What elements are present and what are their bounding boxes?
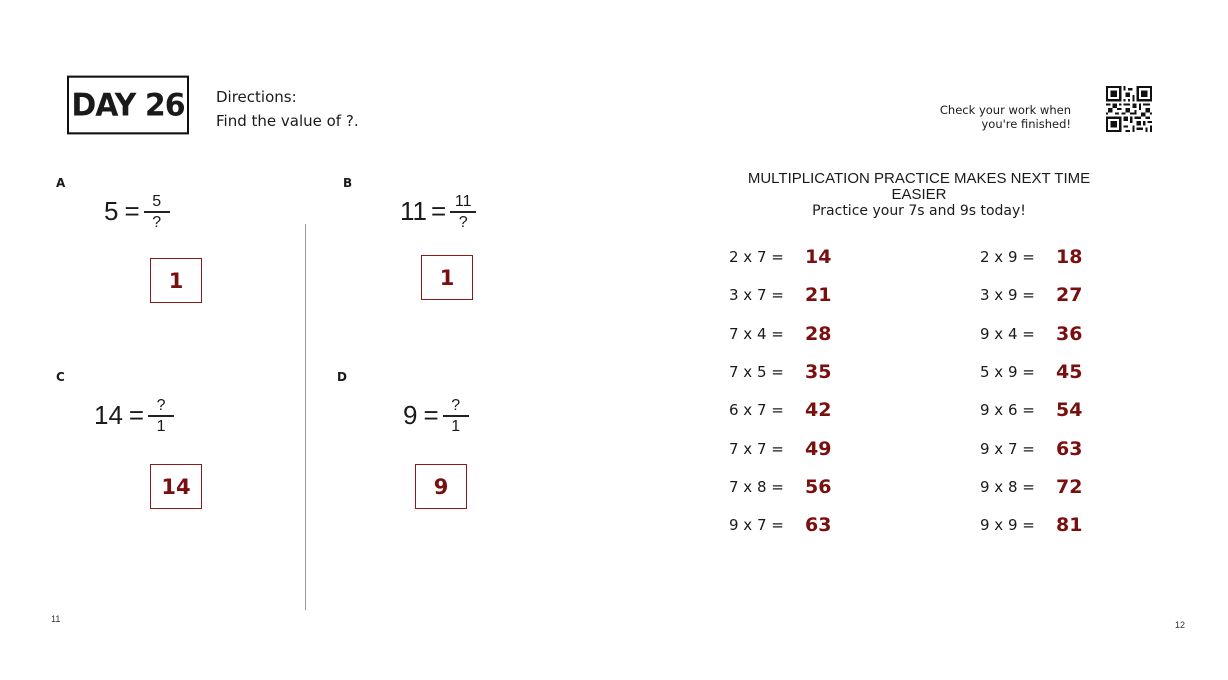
- day-label: DAY 26: [67, 76, 189, 135]
- page-number-right: 12: [1175, 620, 1186, 630]
- problem-a-letter: A: [56, 176, 66, 190]
- problem-d-answer[interactable]: 9: [415, 464, 467, 509]
- nines-row: [980, 476, 1100, 498]
- sevens-row: [729, 284, 849, 306]
- problem-c-answer[interactable]: 14: [150, 464, 202, 509]
- problem-a-left: 5: [104, 196, 119, 227]
- problem-a-numerator: 5: [152, 193, 162, 210]
- problem-b-numerator: 11: [454, 193, 472, 210]
- problem-b-answer[interactable]: 1: [421, 255, 473, 300]
- sevens-answer: 49: [805, 437, 832, 460]
- nines-question: 5 x 9 =: [980, 362, 1035, 381]
- sevens-row: [729, 361, 849, 383]
- problem-d-denominator: 1: [451, 417, 461, 435]
- problem-c-numerator: ?: [156, 397, 166, 414]
- sevens-row: [729, 399, 849, 421]
- sevens-answer: 21: [805, 284, 832, 307]
- nines-row: [980, 438, 1100, 460]
- problem-c-denominator: 1: [156, 417, 166, 435]
- nines-row: [980, 323, 1100, 345]
- sevens-question: 3 x 7 =: [729, 286, 784, 305]
- sevens-row: [729, 246, 849, 268]
- sevens-question: 9 x 7 =: [729, 516, 784, 535]
- nines-question: 3 x 9 =: [980, 286, 1035, 305]
- problem-b-fraction: [450, 193, 476, 231]
- sevens-question: 6 x 7 =: [729, 401, 784, 420]
- problem-a-equation: 5 = $\frac{5}{?}$: [104, 193, 170, 231]
- problem-d-numerator: ?: [451, 397, 461, 414]
- sevens-question: 7 x 5 =: [729, 362, 784, 381]
- problem-b-letter: B: [343, 176, 353, 190]
- multiplication-heading: [740, 171, 1098, 219]
- problem-d-letter: D: [337, 370, 347, 384]
- nines-answer: 54: [1056, 399, 1083, 422]
- nines-answer: 18: [1056, 246, 1083, 268]
- column-divider: [305, 224, 306, 610]
- sevens-question: 7 x 4 =: [729, 324, 784, 343]
- problem-a-answer[interactable]: 1: [150, 258, 202, 303]
- problem-b-left: 11: [400, 196, 427, 227]
- problem-c-letter: C: [56, 370, 65, 384]
- check-line-2: you're finished!: [981, 117, 1071, 131]
- multiplication-title-line-1: MULTIPLICATION PRACTICE MAKES NEXT TIME: [747, 170, 1091, 187]
- sevens-question: 2 x 7 =: [729, 248, 784, 266]
- problem-b-equation: 11 = $\frac{11}{?}$: [400, 193, 476, 231]
- sevens-answer: 56: [805, 475, 832, 498]
- nines-question: 9 x 8 =: [980, 477, 1035, 496]
- nines-row: [980, 284, 1100, 306]
- problem-d-fraction: [443, 397, 469, 435]
- multiplication-subtitle: Practice your 7s and 9s today!: [812, 203, 1026, 219]
- sevens-answer: 35: [805, 360, 832, 383]
- problem-c-left: 14: [94, 400, 123, 431]
- problem-a-denominator: ?: [152, 213, 162, 231]
- nines-answer: 81: [1056, 514, 1083, 537]
- problem-a-fraction: [144, 193, 170, 231]
- nines-answer: 45: [1056, 360, 1083, 383]
- nines-row: [980, 399, 1100, 421]
- directions: [216, 85, 359, 133]
- nines-question: 9 x 7 =: [980, 439, 1035, 458]
- sevens-row: [729, 438, 849, 460]
- sevens-answer: 14: [805, 246, 832, 268]
- problem-d-equation: 9 = $\frac{?}{1}$: [403, 397, 469, 435]
- nines-answer: 36: [1056, 322, 1083, 345]
- sevens-question: 7 x 7 =: [729, 439, 784, 458]
- nines-question: 9 x 9 =: [980, 516, 1035, 535]
- problem-d-left: 9: [403, 400, 418, 431]
- sevens-answer: 63: [805, 514, 832, 537]
- nines-question: 2 x 9 =: [980, 248, 1035, 266]
- sevens-answer: 42: [805, 399, 832, 422]
- nines-row: [980, 246, 1100, 268]
- problem-c-fraction: [148, 397, 174, 435]
- check-work-note: [900, 103, 1071, 131]
- sevens-row: [729, 514, 849, 536]
- multiplication-title-line-2: EASIER: [891, 186, 947, 203]
- sevens-question: 7 x 8 =: [729, 477, 784, 496]
- problem-b-denominator: ?: [458, 213, 468, 231]
- nines-answer: 63: [1056, 437, 1083, 460]
- check-line-1: Check your work when: [939, 103, 1071, 117]
- sevens-row: [729, 476, 849, 498]
- nines-row: [980, 514, 1100, 536]
- nines-answer: 27: [1056, 284, 1083, 307]
- sevens-row: [729, 323, 849, 345]
- directions-title: Directions:: [216, 88, 297, 106]
- nines-row: [980, 361, 1100, 383]
- qr-code-icon[interactable]: [1105, 86, 1153, 132]
- nines-answer: 72: [1056, 475, 1083, 498]
- problem-c-equation: 14 = $\frac{?}{1}$: [94, 397, 174, 435]
- sevens-answer: 28: [805, 322, 832, 345]
- directions-text: Find the value of ?.: [216, 112, 359, 130]
- nines-question: 9 x 6 =: [980, 401, 1035, 420]
- page-number-left: 11: [51, 614, 61, 624]
- nines-question: 9 x 4 =: [980, 324, 1035, 343]
